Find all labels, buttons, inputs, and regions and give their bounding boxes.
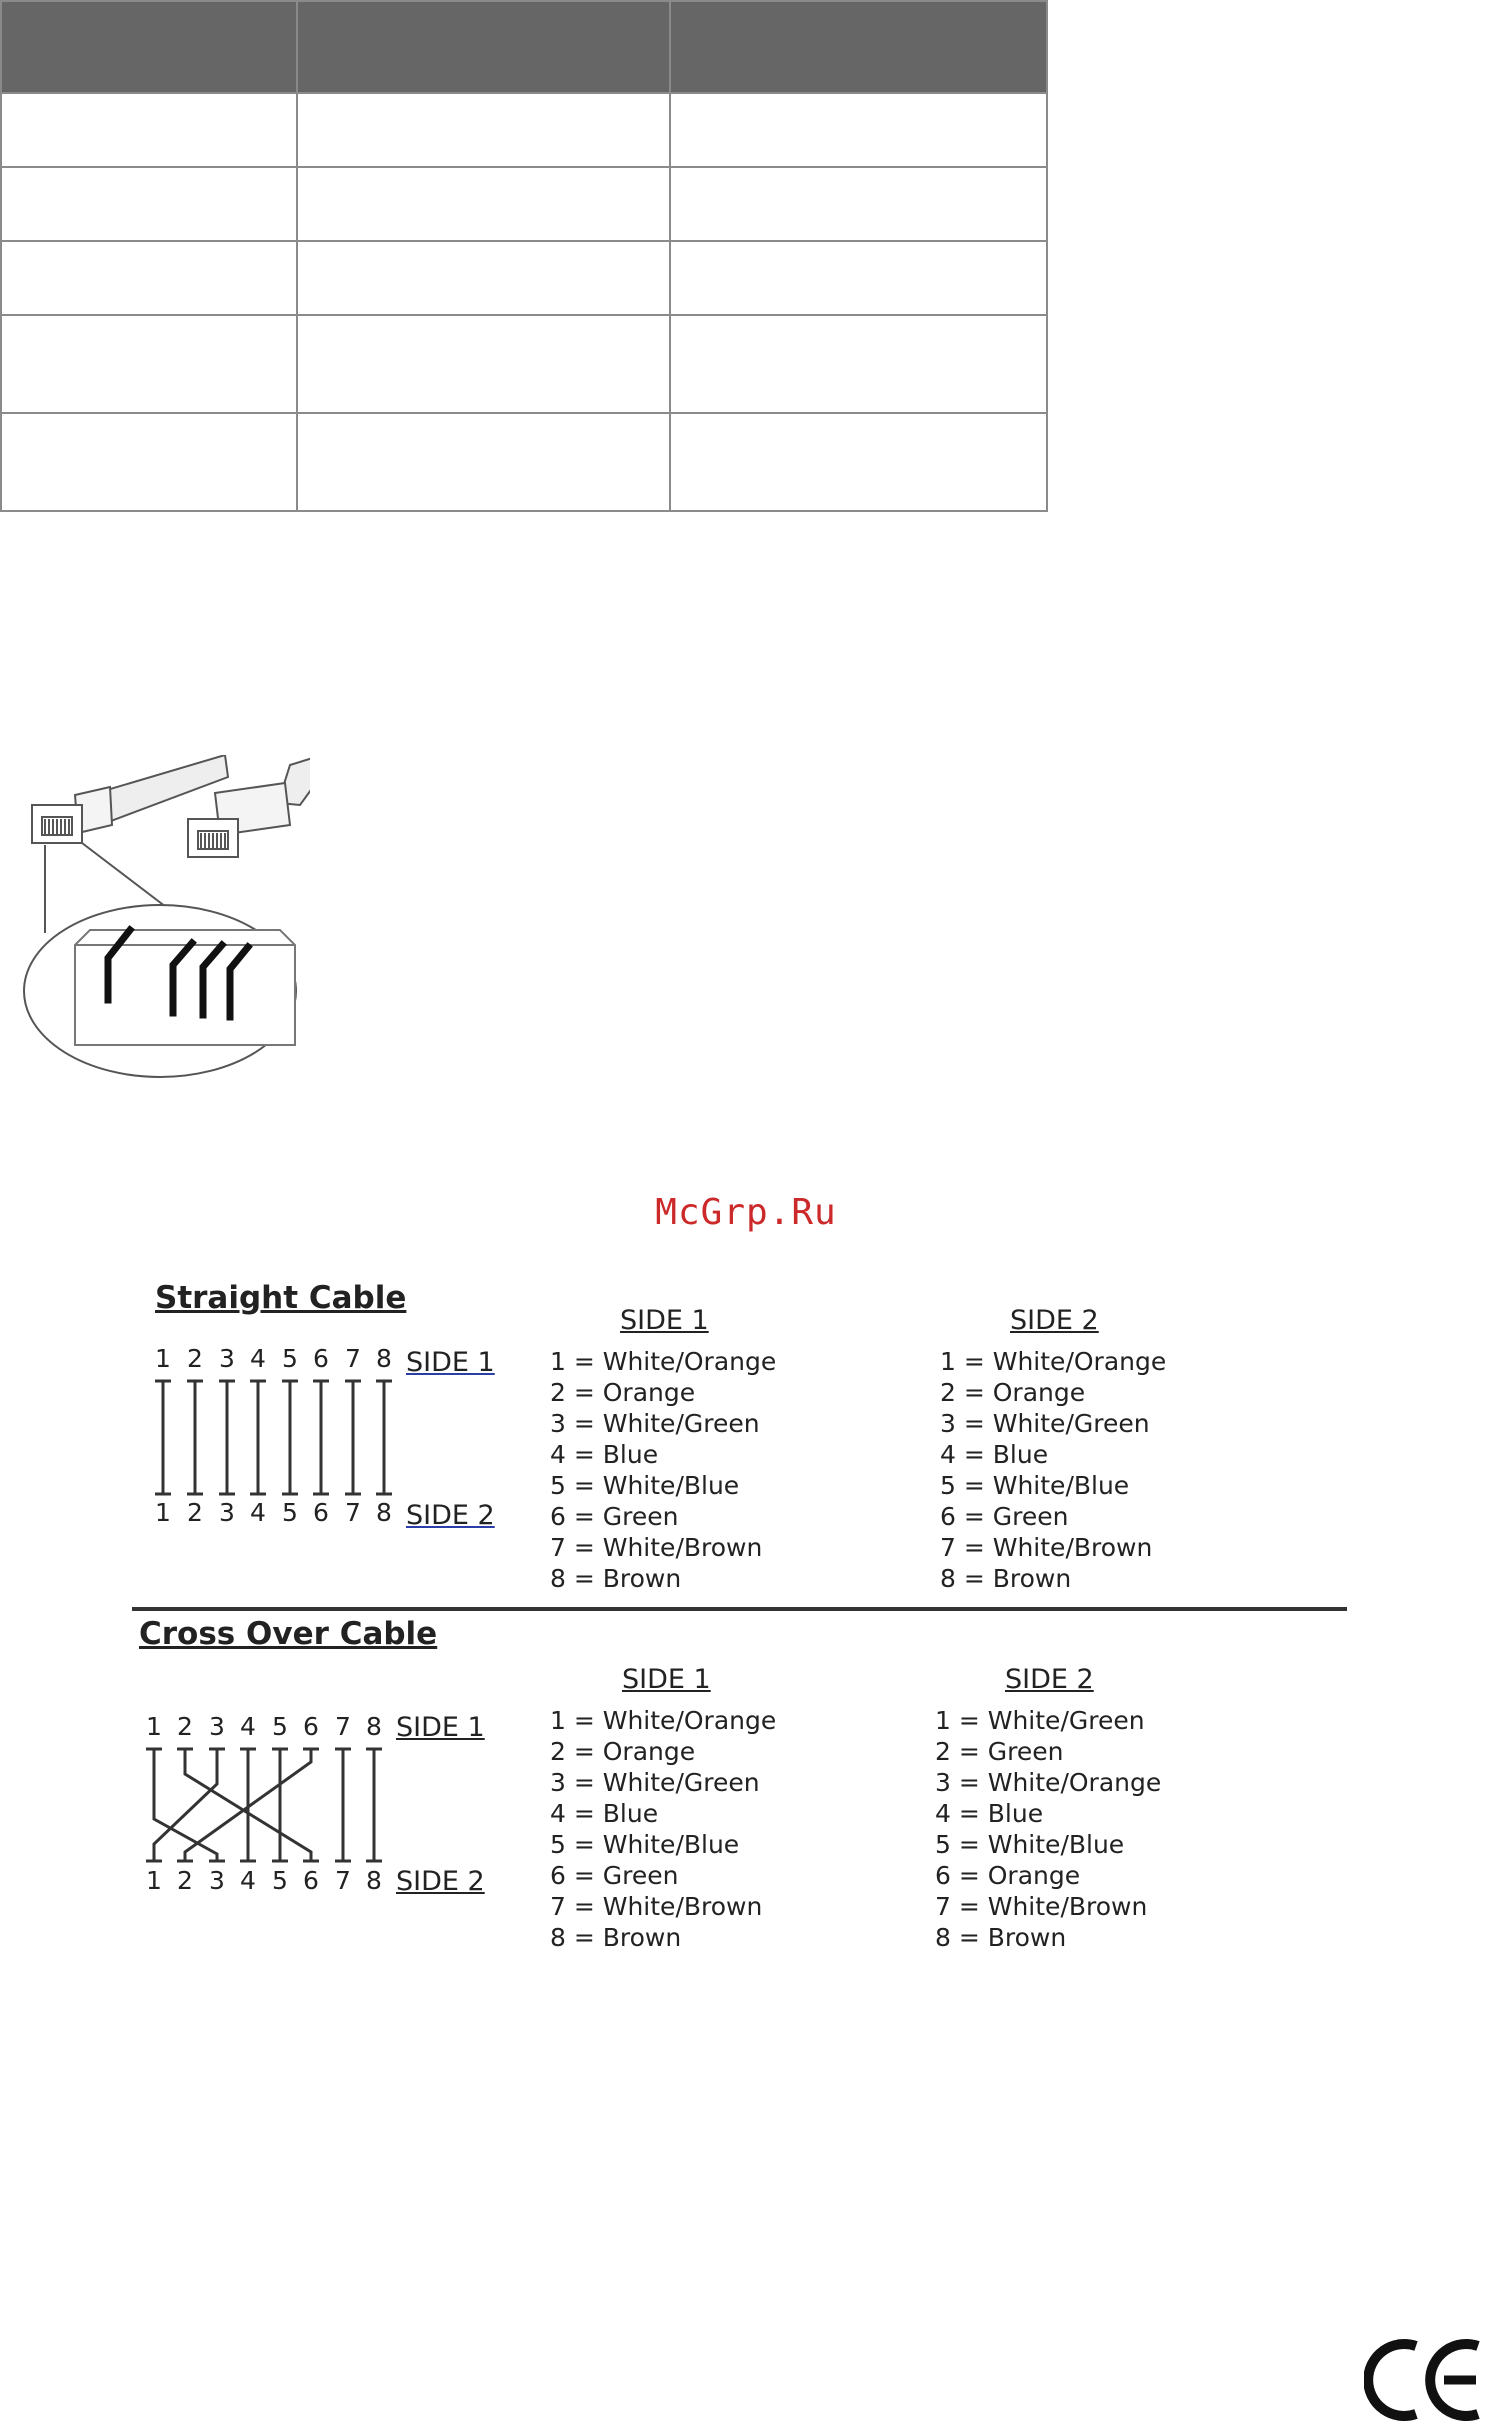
list-item: 4 = Blue (550, 1440, 659, 1469)
table-cell (297, 167, 670, 241)
pin-number: 3 (209, 1866, 225, 1895)
list-item: 3 = White/Green (550, 1768, 760, 1797)
list-item: 2 = Green (935, 1737, 1064, 1766)
straight-side2-label: SIDE 2 (406, 1500, 495, 1531)
pin-number: 6 (313, 1498, 329, 1527)
list-item: 4 = Blue (940, 1440, 1049, 1469)
list-item: 1 = White/Orange (940, 1347, 1167, 1376)
pin-number: 3 (219, 1498, 235, 1527)
pin-number: 3 (209, 1712, 225, 1741)
table-cell (297, 241, 670, 315)
list-item: 7 = White/Brown (935, 1892, 1148, 1921)
crossover-side2-heading: SIDE 2 (1005, 1664, 1094, 1695)
pin-number: 4 (250, 1498, 266, 1527)
pin-number: 4 (240, 1712, 256, 1741)
table-cell (1, 413, 297, 511)
table-cell (670, 241, 1047, 315)
pin-number: 2 (187, 1498, 203, 1527)
list-item: 2 = Orange (550, 1378, 696, 1407)
pin-number: 7 (335, 1712, 351, 1741)
table-cell (297, 413, 670, 511)
list-item: 1 = White/Orange (550, 1706, 777, 1735)
spec-table (0, 0, 1048, 512)
list-item: 6 = Green (550, 1861, 679, 1890)
table-cell (297, 315, 670, 413)
table-row (1, 413, 1047, 511)
pin-number: 1 (146, 1866, 162, 1895)
ce-mark-icon (1364, 2336, 1486, 2424)
straight-side1-heading: SIDE 1 (620, 1305, 709, 1336)
list-item: 8 = Brown (935, 1923, 1067, 1952)
list-item: 3 = White/Orange (935, 1768, 1162, 1797)
pin-number: 6 (303, 1866, 319, 1895)
table-cell (1, 315, 297, 413)
list-item: 5 = White/Blue (940, 1471, 1130, 1500)
pin-number: 2 (177, 1866, 193, 1895)
pin-number: 7 (345, 1344, 361, 1373)
list-item: 4 = Blue (550, 1799, 659, 1828)
pin-number: 8 (366, 1866, 382, 1895)
pin-number: 1 (155, 1344, 171, 1373)
straight-side2-list (940, 1346, 1166, 1594)
list-item: 6 = Orange (935, 1861, 1081, 1890)
pin-number: 4 (250, 1344, 266, 1373)
rj45-connectors-icon (20, 755, 310, 1085)
pin-number: 1 (155, 1498, 171, 1527)
table-cell (1, 241, 297, 315)
pin-number: 8 (376, 1498, 392, 1527)
table-cell (670, 413, 1047, 511)
pin-number: 6 (303, 1712, 319, 1741)
table-cell (297, 93, 670, 167)
list-item: 1 = White/Orange (550, 1347, 777, 1376)
crossover-wiring-diagram (140, 1744, 400, 1866)
crossover-side1-label: SIDE 1 (396, 1712, 485, 1743)
list-item: 5 = White/Blue (550, 1471, 740, 1500)
table-header-row (1, 1, 1047, 93)
list-item: 6 = Green (550, 1502, 679, 1531)
table-header-cell (297, 1, 670, 93)
list-item: 3 = White/Green (940, 1409, 1150, 1438)
straight-wiring-diagram (140, 1376, 410, 1498)
list-item: 7 = White/Brown (550, 1892, 763, 1921)
straight-side2-heading: SIDE 2 (1010, 1305, 1099, 1336)
section-divider (132, 1607, 1347, 1611)
pin-number: 5 (272, 1866, 288, 1895)
crossover-side1-list (550, 1705, 776, 1953)
list-item: 2 = Orange (940, 1378, 1086, 1407)
pin-number: 2 (187, 1344, 203, 1373)
straight-cable-title: Straight Cable (155, 1280, 407, 1316)
list-item: 6 = Green (940, 1502, 1069, 1531)
crossover-cable-title: Cross Over Cable (139, 1616, 438, 1652)
list-item: 5 = White/Blue (935, 1830, 1125, 1859)
pin-number: 5 (282, 1344, 298, 1373)
crossover-side1-heading: SIDE 1 (622, 1664, 711, 1695)
list-item: 8 = Brown (940, 1564, 1072, 1593)
list-item: 7 = White/Brown (550, 1533, 763, 1562)
pin-number: 3 (219, 1344, 235, 1373)
list-item: 5 = White/Blue (550, 1830, 740, 1859)
pin-number: 8 (376, 1344, 392, 1373)
straight-side1-label: SIDE 1 (406, 1347, 495, 1378)
table-cell (670, 167, 1047, 241)
pin-number: 2 (177, 1712, 193, 1741)
list-item: 8 = Brown (550, 1923, 682, 1952)
pin-number: 5 (272, 1712, 288, 1741)
watermark-text: McGrp.Ru (655, 1192, 837, 1233)
table-cell (1, 93, 297, 167)
table-row (1, 315, 1047, 413)
list-item: 8 = Brown (550, 1564, 682, 1593)
table-cell (1, 167, 297, 241)
table-header-cell (1, 1, 297, 93)
pin-number: 4 (240, 1866, 256, 1895)
pin-number: 5 (282, 1498, 298, 1527)
pin-number: 7 (335, 1866, 351, 1895)
table-cell (670, 93, 1047, 167)
pin-number: 6 (313, 1344, 329, 1373)
table-row (1, 241, 1047, 315)
crossover-side2-label: SIDE 2 (396, 1866, 485, 1897)
list-item: 1 = White/Green (935, 1706, 1145, 1735)
crossover-side2-list (935, 1705, 1161, 1953)
table-header-cell (670, 1, 1047, 93)
list-item: 2 = Orange (550, 1737, 696, 1766)
list-item: 7 = White/Brown (940, 1533, 1153, 1562)
pin-number: 7 (345, 1498, 361, 1527)
pin-number: 8 (366, 1712, 382, 1741)
table-cell (670, 315, 1047, 413)
list-item: 4 = Blue (935, 1799, 1044, 1828)
table-row (1, 167, 1047, 241)
list-item: 3 = White/Green (550, 1409, 760, 1438)
straight-side1-list (550, 1346, 776, 1594)
pin-number: 1 (146, 1712, 162, 1741)
table-row (1, 93, 1047, 167)
